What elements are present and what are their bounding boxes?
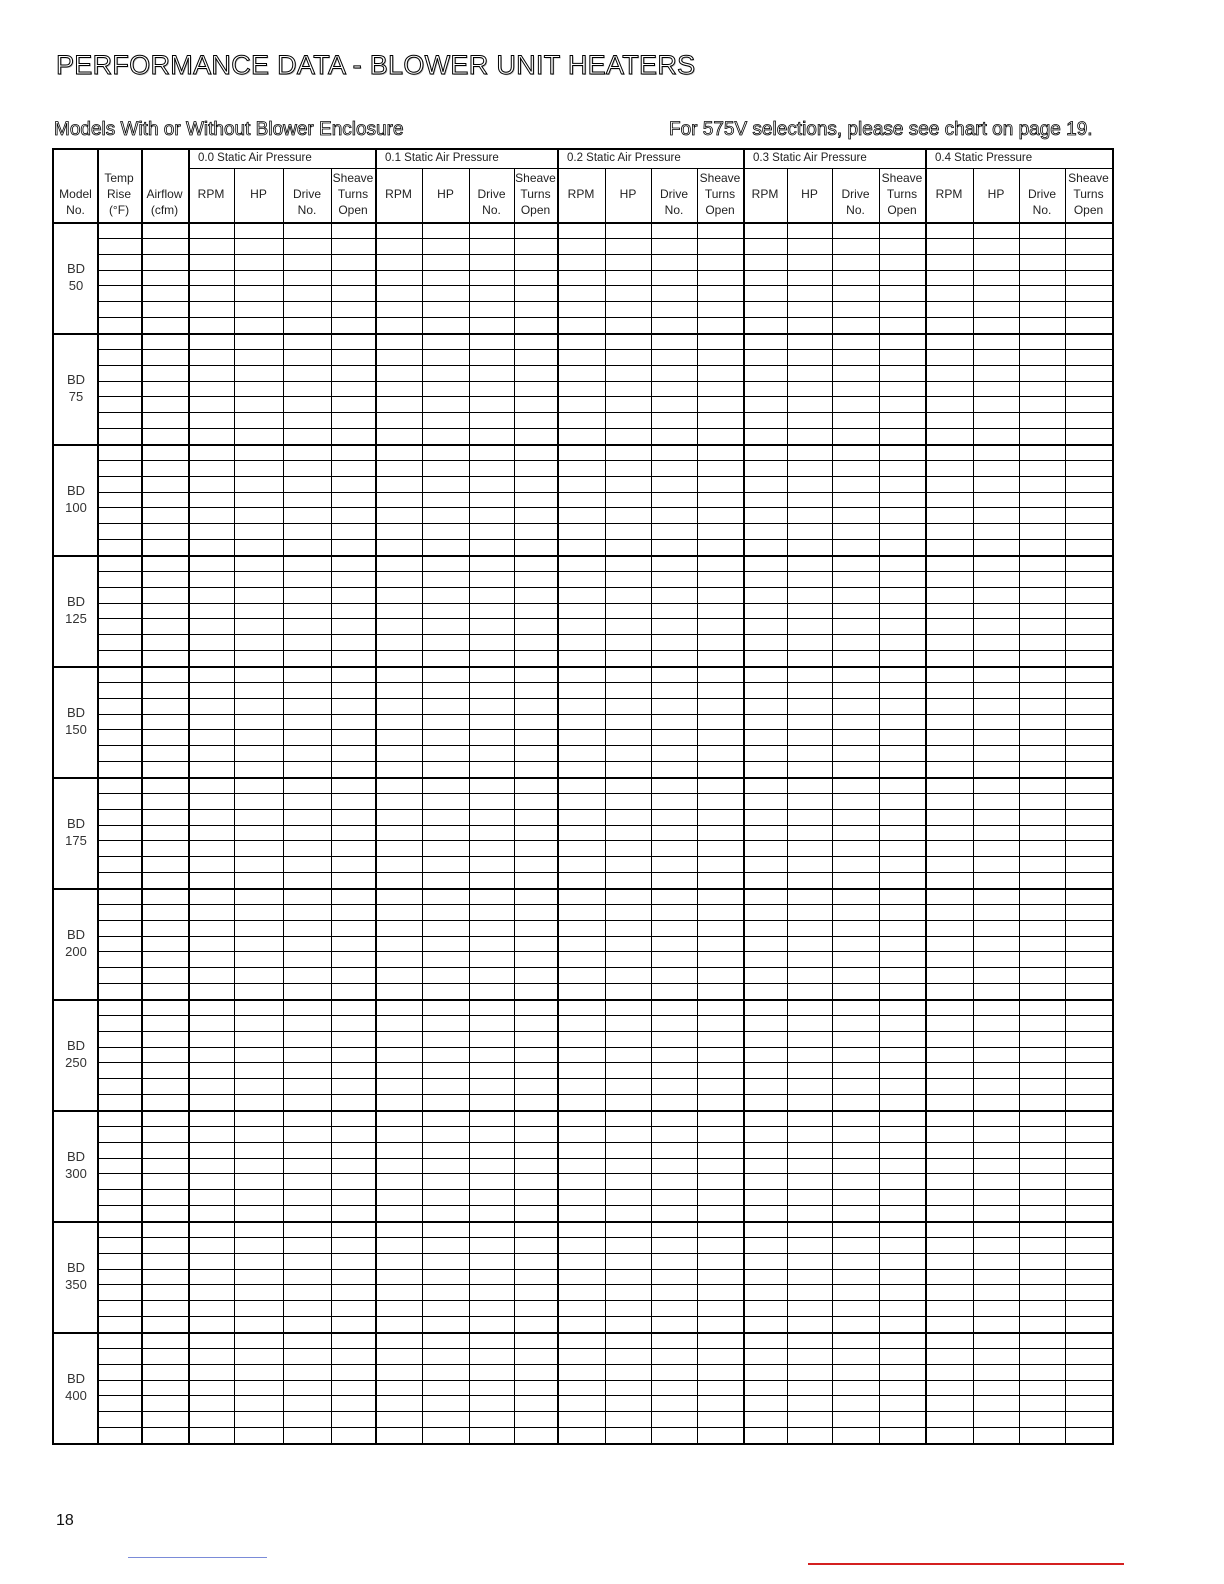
header-sheave-turns-open-line: Open bbox=[887, 203, 917, 217]
row-rule bbox=[97, 1316, 1112, 1317]
row-rule bbox=[97, 1237, 1112, 1238]
model-label bbox=[54, 371, 98, 405]
model-block-rule bbox=[54, 333, 1112, 335]
header-sheave-turns-open bbox=[1065, 170, 1112, 218]
row-rule bbox=[97, 618, 1112, 619]
row-rule bbox=[97, 1205, 1112, 1206]
header-drive-no-line: No. bbox=[297, 203, 317, 217]
row-rule bbox=[97, 428, 1112, 429]
row-rule bbox=[97, 507, 1112, 508]
column-rule bbox=[422, 168, 423, 1443]
row-rule bbox=[97, 825, 1112, 826]
header-drive-no-line: Drive bbox=[292, 187, 321, 201]
static-pressure-group-title: 0.0 Static Air Pressure bbox=[198, 152, 312, 164]
row-rule bbox=[97, 301, 1112, 302]
column-rule bbox=[469, 168, 470, 1443]
row-rule bbox=[97, 1364, 1112, 1365]
header-sheave-turns-open-line: Turns bbox=[520, 187, 551, 201]
header-sheave-turns-open-line: Open bbox=[1073, 203, 1104, 217]
model-size: 125 bbox=[65, 610, 87, 626]
row-rule bbox=[97, 254, 1112, 255]
row-rule bbox=[97, 1395, 1112, 1396]
row-rule bbox=[97, 729, 1112, 730]
header-drive-no-line: Drive bbox=[477, 187, 506, 201]
model-block-rule bbox=[54, 999, 1112, 1001]
row-rule bbox=[97, 1380, 1112, 1381]
model-size: 400 bbox=[65, 1387, 87, 1403]
row-rule bbox=[97, 381, 1112, 382]
model-block-rule bbox=[54, 666, 1112, 668]
row-rule bbox=[97, 476, 1112, 477]
row-rule bbox=[97, 904, 1112, 905]
column-rule bbox=[651, 168, 652, 1443]
row-rule bbox=[97, 587, 1112, 588]
row-rule bbox=[97, 349, 1112, 350]
model-label bbox=[54, 260, 98, 294]
subtitle-575v-note: For 575V selections, please see chart on page 19. bbox=[669, 119, 1093, 140]
static-pressure-group-title: 0.3 Static Air Pressure bbox=[753, 152, 867, 164]
header-hp: HP bbox=[619, 187, 637, 201]
header-sheave-turns-open-line: Turns bbox=[1073, 187, 1104, 201]
static-pressure-group-title: 0.4 Static Pressure bbox=[935, 152, 1033, 164]
header-drive-no-line: No. bbox=[846, 203, 865, 217]
header-drive-no-line: Drive bbox=[659, 187, 688, 201]
page-number: 18 bbox=[56, 1512, 74, 1529]
header-drive-no bbox=[469, 186, 514, 218]
model-size: 300 bbox=[65, 1165, 87, 1181]
header-temp-rise-line: Temp bbox=[104, 171, 134, 185]
row-rule bbox=[97, 761, 1112, 762]
row-rule bbox=[97, 1031, 1112, 1032]
header-hp: HP bbox=[987, 187, 1005, 201]
column-rule bbox=[1019, 168, 1020, 1443]
row-rule bbox=[97, 285, 1112, 286]
header-rpm: RPM bbox=[751, 187, 779, 201]
row-rule bbox=[97, 1158, 1112, 1159]
model-block-rule bbox=[54, 1221, 1112, 1223]
row-rule bbox=[97, 1253, 1112, 1254]
row-rule bbox=[97, 1015, 1112, 1016]
row-rule bbox=[97, 1411, 1112, 1412]
row-rule bbox=[97, 793, 1112, 794]
row-rule bbox=[97, 872, 1112, 873]
page-title: PERFORMANCE DATA - BLOWER UNIT HEATERS bbox=[56, 50, 696, 80]
header-rule bbox=[54, 222, 1112, 224]
column-rule bbox=[514, 168, 515, 1443]
row-rule bbox=[97, 1269, 1112, 1270]
header-sheave-turns-open-line: Sheave bbox=[515, 171, 556, 185]
model-label bbox=[54, 815, 98, 849]
model-label bbox=[54, 1370, 98, 1404]
model-prefix: BD bbox=[66, 815, 86, 831]
header-sheave-turns-open bbox=[879, 170, 925, 218]
model-prefix: BD bbox=[66, 1259, 86, 1275]
column-rule bbox=[925, 150, 927, 1443]
header-temp-rise-line: (°F) bbox=[108, 203, 130, 217]
row-rule bbox=[97, 856, 1112, 857]
column-rule bbox=[832, 168, 833, 1443]
column-rule bbox=[879, 168, 880, 1443]
row-rule bbox=[97, 682, 1112, 683]
row-rule bbox=[97, 539, 1112, 540]
model-prefix: BD bbox=[66, 1037, 86, 1053]
row-rule bbox=[97, 650, 1112, 651]
row-rule bbox=[97, 571, 1112, 572]
column-rule bbox=[787, 168, 788, 1443]
header-hp: HP bbox=[801, 187, 818, 201]
header-temp-rise-line: Rise bbox=[106, 187, 131, 201]
model-block-rule bbox=[54, 1110, 1112, 1112]
column-rule bbox=[1065, 168, 1066, 1443]
column-rule bbox=[141, 150, 143, 1443]
header-sheave-turns-open bbox=[514, 170, 557, 218]
row-rule bbox=[97, 1427, 1112, 1428]
column-rule bbox=[605, 168, 606, 1443]
row-rule bbox=[97, 412, 1112, 413]
column-rule bbox=[557, 150, 559, 1443]
row-rule bbox=[97, 1284, 1112, 1285]
model-label bbox=[54, 926, 98, 960]
header-hp: HP bbox=[250, 187, 267, 201]
header-airflow-line: (cfm) bbox=[150, 203, 179, 217]
header-drive-no-line: No. bbox=[664, 203, 684, 217]
model-prefix: BD bbox=[66, 704, 86, 720]
row-rule bbox=[97, 365, 1112, 366]
column-rule bbox=[375, 150, 377, 1443]
header-sheave-turns-open-line: Open bbox=[520, 203, 551, 217]
model-size: 200 bbox=[65, 943, 87, 959]
model-block-rule bbox=[54, 555, 1112, 557]
model-label bbox=[54, 704, 98, 738]
row-rule bbox=[97, 1348, 1112, 1349]
row-rule bbox=[97, 840, 1112, 841]
model-block-rule bbox=[54, 1332, 1112, 1334]
model-size: 75 bbox=[68, 388, 84, 404]
row-rule bbox=[97, 1078, 1112, 1079]
model-prefix: BD bbox=[66, 1370, 86, 1386]
row-rule bbox=[97, 460, 1112, 461]
row-rule bbox=[97, 238, 1112, 239]
model-label bbox=[54, 1148, 98, 1182]
column-rule bbox=[283, 168, 284, 1443]
column-rule bbox=[331, 168, 332, 1443]
row-rule bbox=[97, 1094, 1112, 1095]
column-rule bbox=[743, 150, 745, 1443]
header-temp-rise bbox=[97, 170, 141, 218]
row-rule bbox=[97, 714, 1112, 715]
model-label bbox=[54, 593, 98, 627]
header-model-no bbox=[54, 186, 97, 218]
model-label bbox=[54, 1037, 98, 1071]
header-sheave-turns-open bbox=[697, 170, 743, 218]
header-model-no-line: No. bbox=[66, 203, 85, 217]
footer-link-rule bbox=[128, 1557, 267, 1558]
model-size: 50 bbox=[68, 277, 84, 293]
row-rule bbox=[97, 809, 1112, 810]
row-rule bbox=[97, 1173, 1112, 1174]
model-size: 100 bbox=[65, 499, 87, 515]
row-rule bbox=[97, 1047, 1112, 1048]
row-rule bbox=[97, 270, 1112, 271]
model-size: 350 bbox=[65, 1276, 87, 1292]
model-prefix: BD bbox=[66, 1148, 86, 1164]
subtitle-models: Models With or Without Blower Enclosure bbox=[54, 119, 404, 140]
model-prefix: BD bbox=[66, 371, 86, 387]
header-sheave-turns-open-line: Sheave bbox=[881, 171, 923, 185]
row-rule bbox=[97, 317, 1112, 318]
row-rule bbox=[97, 936, 1112, 937]
model-block-rule bbox=[54, 888, 1112, 890]
header-airflow-line: Airflow bbox=[146, 187, 183, 201]
header-drive-no-line: Drive bbox=[841, 187, 870, 201]
header-sheave-turns-open-line: Sheave bbox=[1068, 171, 1109, 185]
row-rule bbox=[97, 1300, 1112, 1301]
header-drive-no-line: No. bbox=[482, 203, 501, 217]
static-pressure-group-title: 0.2 Static Air Pressure bbox=[567, 152, 681, 164]
row-rule bbox=[97, 492, 1112, 493]
row-rule bbox=[97, 920, 1112, 921]
model-size: 175 bbox=[65, 832, 87, 848]
column-rule bbox=[973, 168, 974, 1443]
model-prefix: BD bbox=[66, 926, 86, 942]
header-drive-no bbox=[651, 186, 697, 218]
header-model-no-line: Model bbox=[59, 187, 92, 201]
header-drive-no-line: Drive bbox=[1027, 187, 1056, 201]
row-rule bbox=[97, 603, 1112, 604]
row-rule bbox=[97, 1189, 1112, 1190]
header-rpm: RPM bbox=[567, 187, 595, 201]
header-sheave-turns-open bbox=[331, 170, 375, 218]
column-rule bbox=[188, 150, 190, 1443]
header-sheave-turns-open-line: Open bbox=[338, 203, 368, 217]
header-rpm: RPM bbox=[935, 187, 963, 201]
model-prefix: BD bbox=[66, 260, 86, 276]
row-rule bbox=[97, 698, 1112, 699]
header-sheave-turns-open-line: Turns bbox=[886, 187, 918, 201]
header-rpm: RPM bbox=[385, 187, 412, 201]
header-hp: HP bbox=[437, 187, 454, 201]
column-rule bbox=[97, 150, 99, 1443]
row-rule bbox=[97, 745, 1112, 746]
row-rule bbox=[97, 951, 1112, 952]
row-rule bbox=[97, 634, 1112, 635]
row-rule bbox=[97, 1062, 1112, 1063]
model-block-rule bbox=[54, 444, 1112, 446]
header-drive-no-line: No. bbox=[1032, 203, 1052, 217]
header-drive-no bbox=[832, 186, 879, 218]
group-header-rule bbox=[188, 168, 1112, 169]
model-label bbox=[54, 482, 98, 516]
header-rpm: RPM bbox=[197, 187, 225, 201]
column-rule bbox=[697, 168, 698, 1443]
column-rule bbox=[234, 168, 235, 1443]
model-prefix: BD bbox=[66, 593, 86, 609]
header-sheave-turns-open-line: Sheave bbox=[699, 171, 741, 185]
header-sheave-turns-open-line: Turns bbox=[337, 187, 369, 201]
header-sheave-turns-open-line: Sheave bbox=[332, 171, 374, 185]
header-sheave-turns-open-line: Open bbox=[705, 203, 735, 217]
static-pressure-group-title: 0.1 Static Air Pressure bbox=[385, 152, 499, 164]
header-airflow bbox=[141, 186, 188, 218]
model-size: 250 bbox=[65, 1054, 87, 1070]
row-rule bbox=[97, 967, 1112, 968]
model-size: 150 bbox=[65, 721, 87, 737]
model-label bbox=[54, 1259, 98, 1293]
header-drive-no bbox=[1019, 186, 1065, 218]
row-rule bbox=[97, 523, 1112, 524]
footer-accent-rule bbox=[808, 1563, 1124, 1565]
row-rule bbox=[97, 1126, 1112, 1127]
row-rule bbox=[97, 1142, 1112, 1143]
row-rule bbox=[97, 396, 1112, 397]
row-rule bbox=[97, 983, 1112, 984]
header-drive-no bbox=[283, 186, 331, 218]
header-sheave-turns-open-line: Turns bbox=[704, 187, 736, 201]
model-block-rule bbox=[54, 777, 1112, 779]
model-prefix: BD bbox=[66, 482, 86, 498]
performance-table bbox=[52, 148, 1114, 1445]
